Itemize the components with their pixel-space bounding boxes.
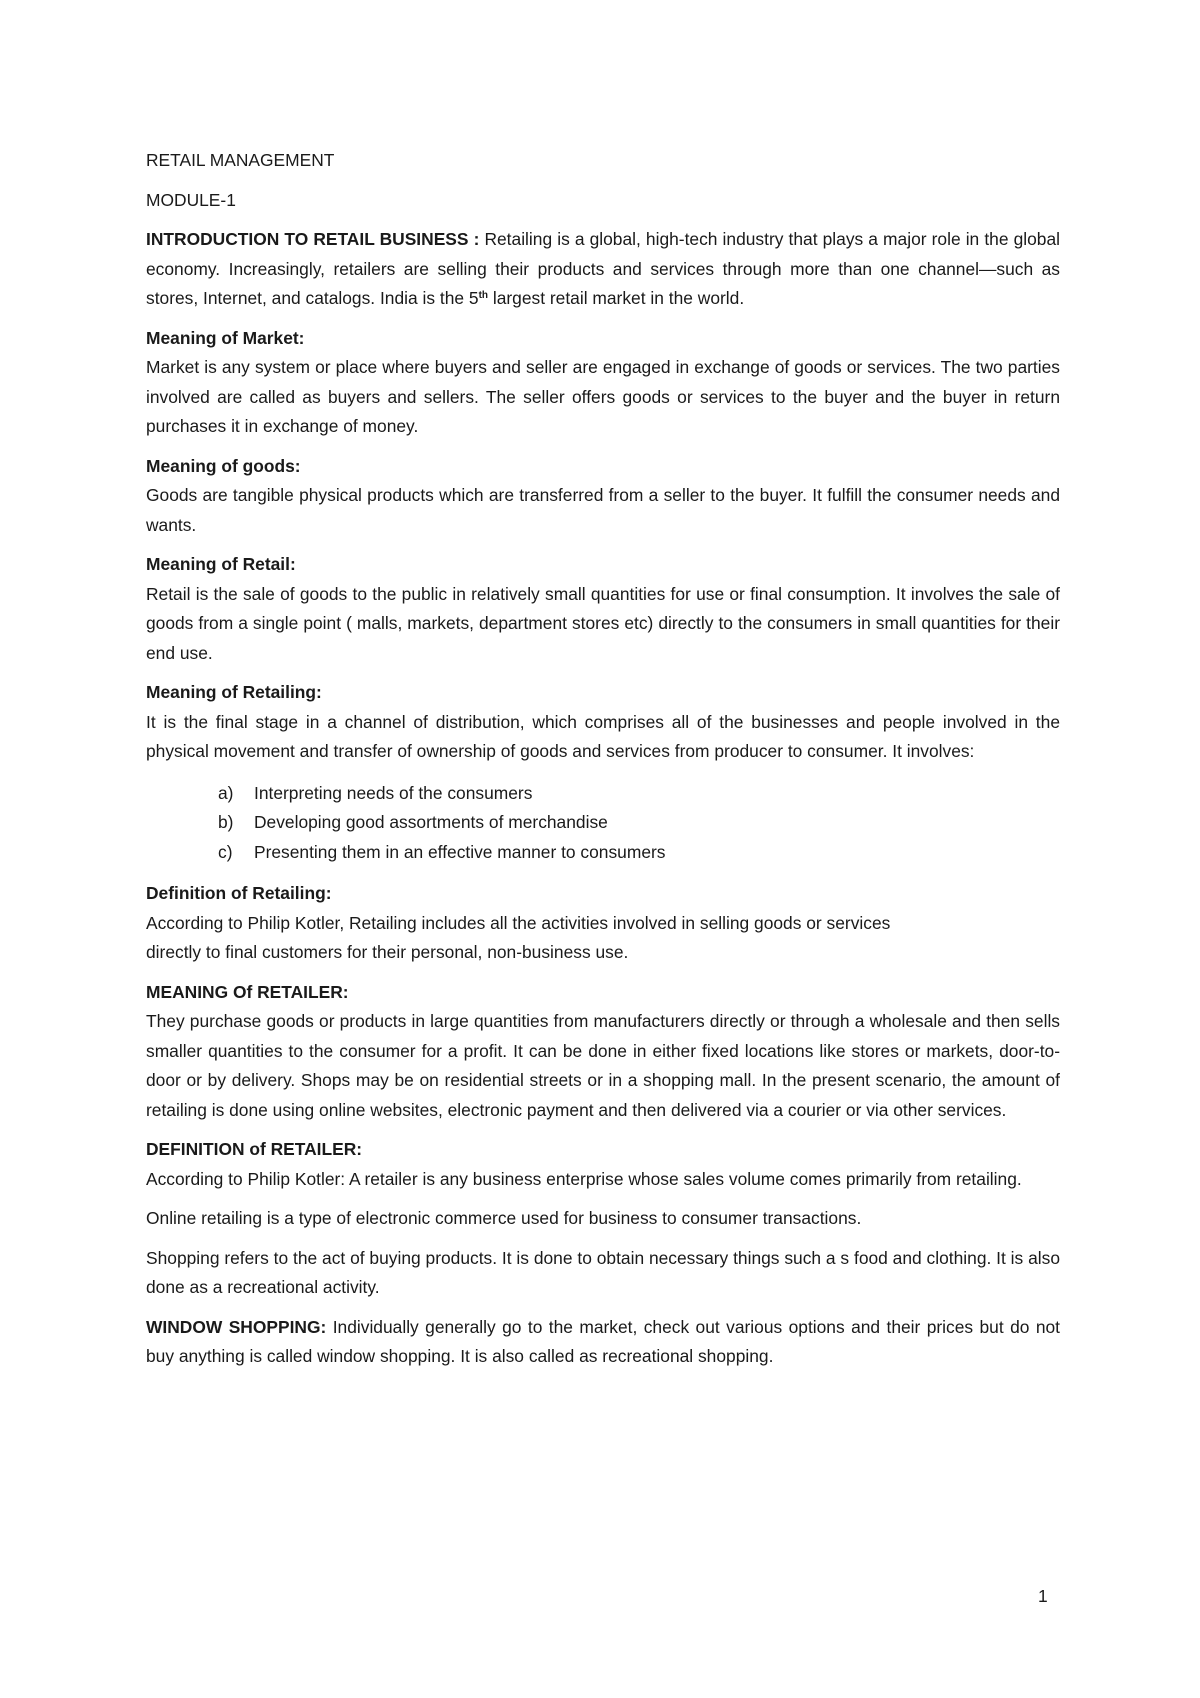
online-retailing-text: Online retailing is a type of electronic commerce used for business to consumer transactions. [146, 1208, 862, 1228]
market-text: Market is any system or place where buyers and seller are engaged in exchange of goods or services. The two parties involved are called as buyers and sellers. The seller offers goods or services to the buyer and the buyer in return purchases it in exchange of money. [146, 357, 1060, 436]
goods-text: Goods are tangible physical products which are transferred from a seller to the buyer. It fulfill the consumer needs and wants. [146, 485, 1060, 535]
market-heading: Meaning of Market: [146, 327, 305, 348]
intro-paragraph [146, 225, 1060, 314]
ordinal-suffix: th [478, 290, 489, 301]
list-item [146, 808, 1060, 838]
retail-section [146, 550, 1060, 668]
module-label: MODULE-1 [146, 189, 236, 210]
goods-heading: Meaning of goods: [146, 455, 301, 476]
intro-heading: INTRODUCTION TO RETAIL BUSINESS : [146, 229, 480, 249]
document-page [146, 146, 1060, 1382]
retailing-list [146, 779, 1060, 868]
def-retailer-section [146, 1135, 1060, 1194]
list-marker: a) [218, 782, 234, 803]
goods-section [146, 452, 1060, 541]
def-retailer-heading: DEFINITION of RETAILER: [146, 1139, 363, 1159]
retailer-section [146, 978, 1060, 1126]
list-item [146, 838, 1060, 868]
retailer-heading: MEANING Of RETAILER: [146, 981, 349, 1002]
list-marker: c) [218, 841, 233, 862]
retail-text: Retail is the sale of goods to the public in relatively small quantities for use or final consumption. It involves the sale of goods from a single point ( malls, markets, department stores etc) directly to the consumers in small quantities for their end use. [146, 583, 1060, 663]
window-shopping-heading: WINDOW SHOPPING: [146, 1316, 327, 1337]
shopping-text: Shopping refers to the act of buying products. It is done to obtain necessary things such a s food and clothing. It is also done as a recreational activity. [146, 1247, 1060, 1297]
list-item-text: Developing good assortments of merchandise [254, 812, 608, 832]
market-section [146, 324, 1060, 442]
def-retailer-text: According to Philip Kotler: A retailer is any business enterprise whose sales volume comes primarily from retailing. [146, 1168, 1022, 1189]
retailing-section [146, 678, 1060, 867]
window-shopping-text: Individually generally go to the market, check out various options and their prices but do not buy anything is called window shopping. It is also called as recreational shopping. [146, 1316, 1061, 1366]
retail-heading: Meaning of Retail: [146, 554, 296, 574]
document-title: RETAIL MANAGEMENT [146, 150, 335, 170]
list-item [146, 779, 1060, 809]
intro-text-a: Retailing is a global, high-tech industry that plays a major role in the global economy. Increasingly, retailers are selling their products and services through more than one channel—such as stores, Internet, and catalogs. India is the 5 [146, 229, 1060, 308]
retailing-heading: Meaning of Retailing: [146, 682, 322, 702]
list-item-text: Interpreting needs of the consumers [254, 782, 533, 803]
window-shopping-paragraph [146, 1313, 1060, 1372]
list-item-text: Presenting them in an effective manner to consumers [254, 841, 666, 862]
retailing-text: It is the final stage in a channel of distribution, which comprises all of the businesses and people involved in the physical movement and transfer of ownership of goods and services from producer to consumer. It involves: [146, 711, 1060, 761]
def-retailing-heading: Definition of Retailing: [146, 883, 332, 903]
retailer-text: They purchase goods or products in large quantities from manufacturers directly or through a wholesale and then sells smaller quantities to the consumer for a profit. It can be done in either fixed locations like stores or markets, door-to-door or by delivery. Shops may be on residential streets or in a shopping mall. In the present scenario, the amount of retailing is done using online websites, electronic payment and then delivered via a courier or via other services. [146, 1011, 1060, 1120]
list-marker: b) [218, 812, 234, 832]
def-retailing-line-2: directly to final customers for their personal, non-business use. [146, 942, 629, 962]
page-number: 1 [1038, 1586, 1048, 1606]
intro-text-b: largest retail market in the world. [488, 288, 745, 308]
def-retailing-line-1: According to Philip Kotler, Retailing includes all the activities involved in selling goods or services [146, 912, 891, 933]
def-retailing-section [146, 879, 1060, 968]
